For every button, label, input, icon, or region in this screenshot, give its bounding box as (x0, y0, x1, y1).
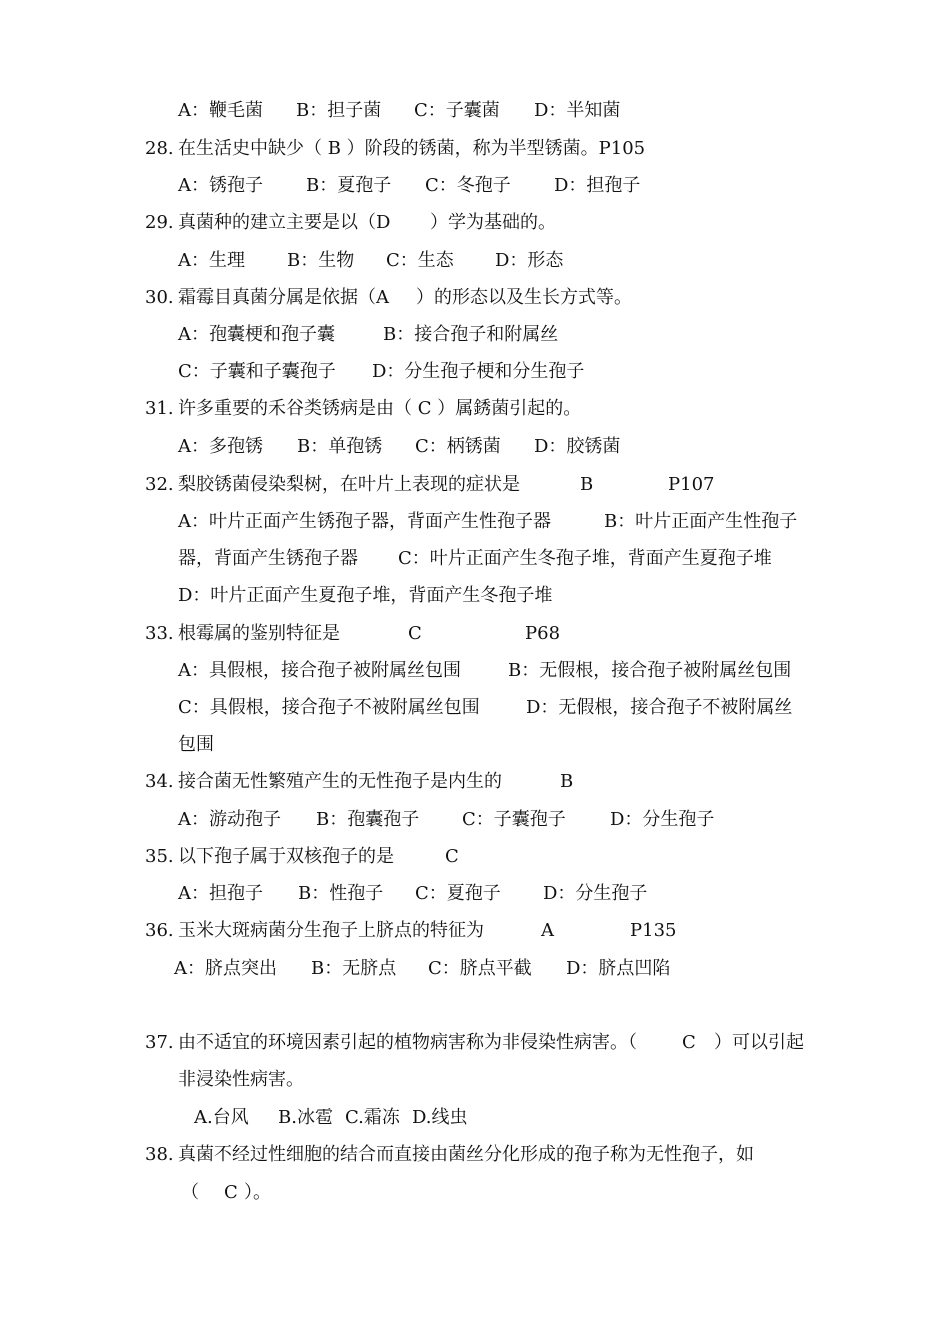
option-b: B：无脐点 (311, 958, 397, 979)
option-d: D.线虫 (412, 1107, 468, 1128)
option-a: A：鞭毛菌 (178, 100, 263, 121)
option-c: C：夏孢子 (415, 883, 501, 904)
question-text: 非浸染性病害。 (178, 1069, 304, 1090)
question-text: 根霉属的鉴别特征是 (178, 623, 340, 644)
option-d: D：叶片正面产生夏孢子堆，背面产生冬孢子堆 (178, 585, 553, 606)
open-paren: （ (181, 1182, 199, 1203)
option-b: B：担子菌 (296, 100, 382, 121)
question-text: 霜霉目真菌分属是依据（A (178, 287, 389, 308)
option-b: B.冰雹 (278, 1107, 333, 1128)
option-a: A：多孢锈 (178, 436, 263, 457)
option-b: B：叶片正面产生性孢子 (604, 511, 798, 532)
option-d: D：形态 (495, 250, 564, 271)
option-a: A：锈孢子 (178, 175, 263, 196)
option-d: D：分生孢子 (610, 809, 715, 830)
option-c: C：具假根，接合孢子不被附属丝包围 (178, 697, 480, 718)
question-text: 梨胶锈菌侵染梨树，在叶片上表现的症状是 (178, 474, 520, 495)
question-text-tail: ）学为基础的。 (430, 212, 556, 233)
question-number: 35. (145, 846, 174, 867)
page-reference: P68 (525, 623, 561, 644)
question-text-tail: ）可以引起 (714, 1032, 804, 1053)
option-c: C：生态 (386, 250, 454, 271)
question-text: 玉米大斑病菌分生孢子上脐点的特征为 (178, 920, 484, 941)
page-reference: P135 (630, 920, 677, 941)
question-number: 28. (145, 138, 174, 159)
question-text: 在生活史中缺少（ B ）阶段的锈菌，称为半型锈菌。P105 (178, 138, 646, 159)
option-a: A：游动孢子 (178, 809, 281, 830)
option-c: C：子囊孢子 (462, 809, 566, 830)
option-b: B：单孢锈 (297, 436, 383, 457)
question-text-tail: ）的形态以及生长方式等。 (416, 287, 632, 308)
option-d: D：胶锈菌 (534, 436, 621, 457)
option-b: B：无假根，接合孢子被附属丝包围 (508, 660, 792, 681)
question-number: 32. (145, 474, 174, 495)
option-d: D：担孢子 (554, 175, 641, 196)
option-c: C.霜冻 (345, 1107, 400, 1128)
option-a: A：生理 (178, 250, 245, 271)
option-d: D：半知菌 (534, 100, 621, 121)
question-text: 真菌种的建立主要是以（D (178, 212, 391, 233)
close-paren: ）。 (244, 1182, 271, 1203)
question-number: 38. (145, 1144, 174, 1165)
answer: C (682, 1032, 696, 1053)
option-c: C：柄锈菌 (415, 436, 501, 457)
option-c: C：冬孢子 (425, 175, 511, 196)
option-a: A：具假根，接合孢子被附属丝包围 (178, 660, 461, 681)
option-c: C：叶片正面产生冬孢子堆，背面产生夏孢子堆 (398, 548, 772, 569)
question-text: 真菌不经过性细胞的结合而直接由菌丝分化形成的孢子称为无性孢子，如 (178, 1144, 754, 1165)
option-a: A：担孢子 (178, 883, 263, 904)
page-reference: P107 (668, 474, 715, 495)
question-text: 接合菌无性繁殖产生的无性孢子是内生的 (178, 771, 502, 792)
option-b: B：生物 (287, 250, 355, 271)
option-c: C：子囊和子囊孢子 (178, 361, 336, 382)
option-c: C：脐点平截 (428, 958, 532, 979)
answer: C (408, 623, 422, 644)
option-d-continued: 包围 (178, 734, 214, 755)
option-d: D：分生孢子梗和分生孢子 (372, 361, 585, 382)
option-d: D：脐点凹陷 (566, 958, 671, 979)
answer: A (541, 920, 554, 941)
option-a: A：孢囊梗和孢子囊 (178, 324, 335, 345)
option-a: A：脐点突出 (174, 958, 277, 979)
question-text: 由不适宜的环境因素引起的植物病害称为非侵染性病害。（ (178, 1032, 637, 1053)
answer: B (580, 474, 594, 495)
option-b: B：孢囊孢子 (316, 809, 420, 830)
question-number: 31. (145, 398, 174, 419)
question-number: 37. (145, 1032, 174, 1053)
option-d: D：无假根，接合孢子不被附属丝 (526, 697, 793, 718)
option-c: C：子囊菌 (414, 100, 500, 121)
question-text: 以下孢子属于双核孢子的是 (178, 846, 394, 867)
answer: C (445, 846, 459, 867)
option-b: B：性孢子 (298, 883, 384, 904)
option-a: A.台风 (194, 1107, 249, 1128)
option-d: D：分生孢子 (543, 883, 648, 904)
answer: B (560, 771, 574, 792)
answer: C (224, 1182, 238, 1203)
option-b: B：接合孢子和附属丝 (383, 324, 559, 345)
option-b-continued: 器，背面产生锈孢子器 (178, 548, 358, 569)
question-number: 29. (145, 212, 174, 233)
question-number: 36. (145, 920, 174, 941)
question-text: 许多重要的禾谷类锈病是由（ C ）属銹菌引起的。 (178, 398, 582, 419)
option-b: B：夏孢子 (306, 175, 392, 196)
option-a: A：叶片正面产生锈孢子器，背面产生性孢子器 (178, 511, 551, 532)
question-number: 30. (145, 287, 174, 308)
question-number: 34. (145, 771, 174, 792)
question-number: 33. (145, 623, 174, 644)
